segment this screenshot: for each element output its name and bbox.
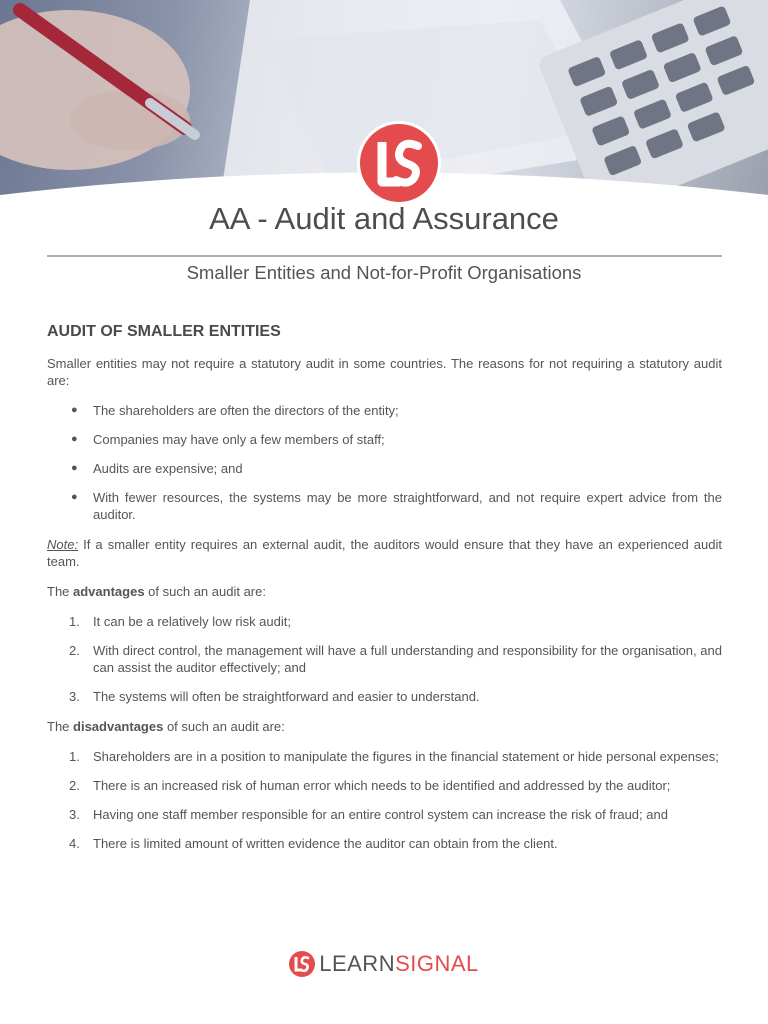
learnsignal-logo-icon <box>360 124 438 202</box>
bullet-icon: ● <box>71 462 78 474</box>
disadvantages-intro: The disadvantages of such an audit are: <box>47 719 285 734</box>
section-heading: AUDIT OF SMALLER ENTITIES <box>47 323 281 340</box>
intro-paragraph: Smaller entities may not require a statutory audit in some countries. The reasons for not requiring a statutory audit are: <box>47 356 722 388</box>
advantages-list <box>47 613 722 705</box>
footer-brand <box>0 951 768 977</box>
disadvantages-keyword: disadvantages <box>73 719 164 734</box>
bullet-icon: ● <box>71 491 78 503</box>
list-item: 4. There is limited amount of written evidence the auditor can obtain from the client. <box>69 836 558 851</box>
disadvantages-list <box>47 748 722 852</box>
document-body <box>47 322 722 865</box>
bullet-icon: ● <box>71 433 78 445</box>
list-item: 2. There is an increased risk of human error which needs to be identified and addressed by the auditor; <box>69 778 671 793</box>
page-title: AA - Audit and Assurance <box>209 201 559 236</box>
list-item: ● Companies may have only a few members of staff; <box>71 432 385 447</box>
footer-logo-icon <box>289 951 315 977</box>
list-item: ● With fewer resources, the systems may be more straightforward, and not require expert advice from the auditor. <box>71 490 722 522</box>
list-item: ● Audits are expensive; and <box>71 461 243 476</box>
list-item: 1. It can be a relatively low risk audit; <box>69 614 291 629</box>
reasons-list <box>47 402 722 523</box>
note-label: Note: <box>47 537 79 552</box>
list-item: ● The shareholders are often the directors of the entity; <box>71 403 399 418</box>
page-subtitle: Smaller Entities and Not-for-Profit Organisations <box>186 262 582 283</box>
bullet-icon: ● <box>71 404 78 416</box>
advantages-intro: The advantages of such an audit are: <box>47 584 266 599</box>
list-item: 2. With direct control, the management will have a full understanding and responsibility for the organisation, and can assist the auditor effectively; and <box>69 643 722 675</box>
footer-wordmark: LEARNSIGNAL <box>319 951 479 976</box>
note-paragraph: Note: If a smaller entity requires an external audit, the auditors would ensure that they have an experienced audit team. <box>47 537 722 569</box>
list-item: 3. The systems will often be straightforward and easier to understand. <box>69 689 480 704</box>
list-item: 3. Having one staff member responsible for an entire control system can increase the risk of fraud; and <box>69 807 668 822</box>
list-item: 1. Shareholders are in a position to manipulate the figures in the financial statement or hide personal expenses; <box>69 749 719 764</box>
title-divider <box>47 255 722 257</box>
advantages-keyword: advantages <box>73 584 145 599</box>
